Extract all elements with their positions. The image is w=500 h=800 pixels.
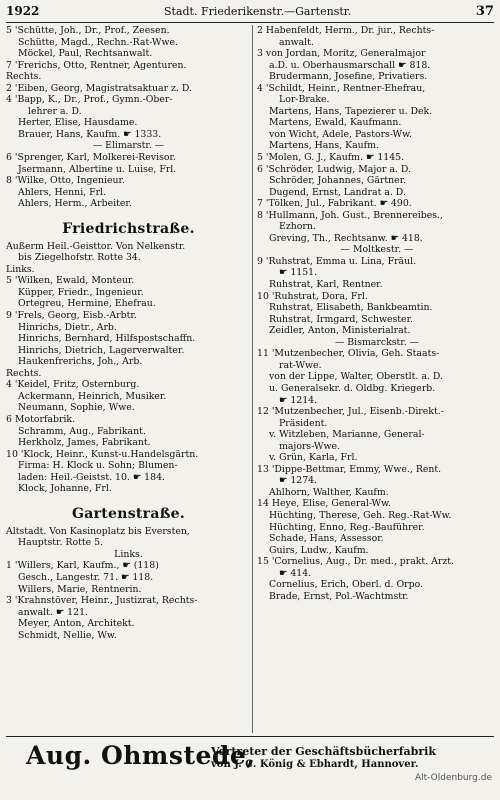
entry-line: 3 'Krahnstöver, Heinr., Justizrat, Rechts- xyxy=(6,595,198,607)
entry-line: Schütte, Magd., Rechn.-Rat-Wwe. xyxy=(18,36,178,48)
entry-line: 6 'Schröder, Ludwig, Major a. D. xyxy=(257,163,411,175)
entry-line: anwalt. ☛ 121. xyxy=(18,606,88,618)
entry-line: 4 'Bapp, K., Dr., Prof., Gymn.-Ober- xyxy=(6,94,173,106)
entry-line: Cornelius, Erich, Oberl. d. Orpo. xyxy=(269,579,424,591)
entry-line: Hüchting, Enno, Reg.-Bauführer. xyxy=(269,521,425,533)
entry-line: Willers, Marie, Rentnerin. xyxy=(18,583,142,595)
entry-line: Hinrichs, Dietr., Arb. xyxy=(18,321,117,333)
right-column xyxy=(257,25,497,602)
entry-line: Guirs, Ludw., Kaufm. xyxy=(269,544,369,556)
entry-line: Ackermann, Heinrich, Musiker. xyxy=(18,390,167,402)
header-page-number: 37 xyxy=(475,4,494,19)
entry-line: Herter, Elise, Hausdame. xyxy=(18,117,138,129)
entry-line: rat-Wwe. xyxy=(279,359,322,371)
entry-line: Hauptstr. Rotte 5. xyxy=(18,537,103,549)
entry-line: 15 'Cornelius, Aug., Dr. med., prakt. Arzt. xyxy=(257,556,454,568)
entry-line: 5 'Molen, G. J., Kaufm. ☛ 1145. xyxy=(257,152,405,164)
entry-line: bis Ziegelhofstr. Rotte 34. xyxy=(18,252,141,264)
entry-line: 8 'Hullmann, Joh. Gust., Brennereibes., xyxy=(257,209,443,221)
entry-line: Brudermann, Josefine, Privatiers. xyxy=(269,71,428,83)
entry-line: Lor-Brake. xyxy=(279,94,330,106)
entry-line: 11 'Mutzenbecher, Olivia, Geh. Staats- xyxy=(257,348,440,360)
entry-line: Präsident. xyxy=(279,417,328,429)
entry-line: 6 'Sprenger, Karl, Molkerei-Revisor. xyxy=(6,152,176,164)
entry-line: anwalt. xyxy=(279,36,314,48)
entry-line: Rechts. xyxy=(6,71,42,83)
spacer xyxy=(6,495,251,501)
entry-line: 8 'Wilke, Otto, Ingenieur. xyxy=(6,175,125,187)
entry-line: Hüchting, Therese, Geh. Reg.-Rat-Ww. xyxy=(269,509,452,521)
entry-line: Schröder, Johannes, Gärtner. xyxy=(269,175,407,187)
entry-line: 5 'Wilken, Ewald, Monteur. xyxy=(6,275,135,287)
advertiser-line-1: Vertreter der Geschäftsbücherfabrik xyxy=(211,745,436,758)
entry-line: 9 'Ruhstrat, Emma u. Lina, Fräul. xyxy=(257,255,417,267)
entry-line: Zeidler, Anton, Ministerialrat. xyxy=(269,325,411,337)
entry-line: Links. xyxy=(6,263,35,275)
entry-line: v. Grün, Karla, Frl. xyxy=(269,452,358,464)
entry-line: majors-Wwe. xyxy=(279,440,340,452)
entry-line: 3 von Jordan, Moritz, Generalmajor xyxy=(257,48,426,60)
entry-line: Martens, Hans, Kaufm. xyxy=(269,140,379,152)
entry-line: von der Lippe, Walter, Oberstlt. a. D. xyxy=(269,371,443,383)
entry-line: Küpper, Friedr., Ingenieur. xyxy=(18,286,144,298)
entry-line: 10 'Ruhstrat, Dora, Frl. xyxy=(257,290,368,302)
left-column xyxy=(6,25,251,641)
street-heading: Friedrichstraße. xyxy=(62,220,195,237)
cross-street-label: — Moltkestr. — xyxy=(340,244,414,256)
entry-line: Brade, Ernst, Pol.-Wachtmstr. xyxy=(269,590,409,602)
entry-line: 7 'Frerichs, Otto, Rentner, Agenturen. xyxy=(6,59,187,71)
page-header xyxy=(6,4,494,20)
entry-line: 6 Motorfabrik. xyxy=(6,413,76,425)
entry-line: Ruhstrat, Karl, Rentner. xyxy=(269,279,383,291)
entry-line: Ruhstrat, Irmgard, Schwester. xyxy=(269,313,413,325)
advertiser-line-2: von J. C. König & Ebhardt, Hannover. xyxy=(211,759,419,770)
entry-line: Rechts. xyxy=(6,367,42,379)
entry-line: Brauer, Hans, Kaufm. ☛ 1333. xyxy=(18,128,162,140)
entry-line: Ortegreu, Hermine, Ehefrau. xyxy=(18,298,156,310)
entry-line: 7 'Tölken, Jul., Fabrikant. ☛ 490. xyxy=(257,198,412,210)
entry-line: Ruhstrat, Elisabeth, Bankbeamtin. xyxy=(269,302,433,314)
entry-line: 9 'Frels, Georg, Eisb.-Arbtr. xyxy=(6,310,137,322)
column-divider xyxy=(252,25,253,733)
entry-line: Schmidt, Nellie, Ww. xyxy=(18,629,117,641)
entry-line: 10 'Klock, Heinr., Kunst-u.Handelsgärtn. xyxy=(6,448,199,460)
entry-line: 13 'Dippe-Bettmar, Emmy, Wwe., Rent. xyxy=(257,463,442,475)
entry-line: a.D. u. Oberhausmarschall ☛ 818. xyxy=(269,59,431,71)
header-title: Stadt. Friederikenstr.—Gartenstr. xyxy=(163,5,352,18)
entry-line: Ezhorn. xyxy=(279,221,316,233)
header-year: 1922 xyxy=(6,4,40,18)
entry-line: v. Witzleben, Marianne, General- xyxy=(269,429,425,441)
entry-line: von Wicht, Adele, Pastors-Ww. xyxy=(269,128,412,140)
entry-line: Ahlers, Herm., Arbeiter. xyxy=(18,198,132,210)
entry-line: ☛ 414. xyxy=(279,567,312,579)
entry-line: Altstadt. Von Kasinoplatz bis Eversten, xyxy=(6,525,190,537)
entry-line: 2 'Eiben, Georg, Magistratsaktuar z. D. xyxy=(6,82,193,94)
entry-line: Firma: H. Klock u. Sohn; Blumen- xyxy=(18,460,178,472)
entry-line: Herkholz, James, Fabrikant. xyxy=(18,437,151,449)
entry-line: laden: Heil.-Geistst. 10. ☛ 184. xyxy=(18,471,165,483)
entry-line: Meyer, Anton, Architekt. xyxy=(18,618,135,630)
entry-line: Ahlers, Henni, Frl. xyxy=(18,186,107,198)
entry-line: ☛ 1151. xyxy=(279,267,318,279)
street-heading: Gartenstraße. xyxy=(71,505,186,522)
entry-line: ☛ 1274. xyxy=(279,475,318,487)
entry-line: 14 Heye, Elise, General-Ww. xyxy=(257,498,392,510)
advertisement-footer xyxy=(6,736,494,787)
entry-line: Dugend, Ernst, Landrat a. D. xyxy=(269,186,406,198)
entry-line: Schade, Hans, Assessor. xyxy=(269,533,384,545)
cross-street-label: — Elimarstr. — xyxy=(92,140,165,152)
header-rule xyxy=(6,22,494,23)
entry-line: Neumann, Sophie, Wwe. xyxy=(18,402,135,414)
entry-line: Martens, Hans, Tapezierer u. Dek. xyxy=(269,105,433,117)
entry-line: Außerm Heil.-Geisttor. Von Nelkenstr. xyxy=(6,240,186,252)
entry-line: Möckel, Paul, Rechtsanwalt. xyxy=(18,48,153,60)
entry-line: 5 'Schütte, Joh., Dr., Prof., Zeesen. xyxy=(6,25,170,36)
entry-line: Schramm, Aug., Fabrikant. xyxy=(18,425,146,437)
entry-line: 12 'Mutzenbecher, Jul., Eisenb.-Direkt.- xyxy=(257,406,444,418)
cross-street-label: — Bismarckstr. — xyxy=(334,336,420,348)
entry-line: Ahlhorn, Walther, Kaufm. xyxy=(269,486,389,498)
entry-line: Haukenfrerichs, Joh., Arb. xyxy=(18,356,143,368)
entry-line: Jsermann, Albertine u. Luise, Frl. xyxy=(18,163,177,175)
entry-line: Greving, Th., Rechtsanw. ☛ 418. xyxy=(269,232,423,244)
entry-line: u. Generalsekr. d. Oldbg. Kriegerb. xyxy=(269,382,436,394)
entry-line: 4 'Keidel, Fritz, Osternburg. xyxy=(6,379,140,391)
advertiser-name: Aug. Ohmstede, xyxy=(26,741,256,770)
entry-line: Hinrichs, Bernhard, Hilfspostschaffn. xyxy=(18,333,196,345)
cross-street-label: Links. xyxy=(114,548,143,560)
spacer xyxy=(6,210,251,216)
watermark: Alt-Oldenburg.de xyxy=(414,773,492,783)
entry-line: ☛ 1214. xyxy=(279,394,318,406)
entry-line: Martens, Ewald, Kaufmann. xyxy=(269,117,402,129)
entry-line: 1 'Willers, Karl, Kaufm., ☛ (118) xyxy=(6,560,159,572)
entry-line: 4 'Schildt, Heinr., Rentner-Ehefrau, xyxy=(257,82,426,94)
entry-line: Gesch., Langestr. 71. ☛ 118. xyxy=(18,571,154,583)
entry-line: Klock, Johanne, Frl. xyxy=(18,483,112,495)
entry-line: 2 Habenfeldt, Herm., Dr. jur., Rechts- xyxy=(257,25,435,36)
entry-line: Hinrichs, Dietrich, Lagerverwalter. xyxy=(18,344,185,356)
entry-line: lehrer a. D. xyxy=(28,105,82,117)
